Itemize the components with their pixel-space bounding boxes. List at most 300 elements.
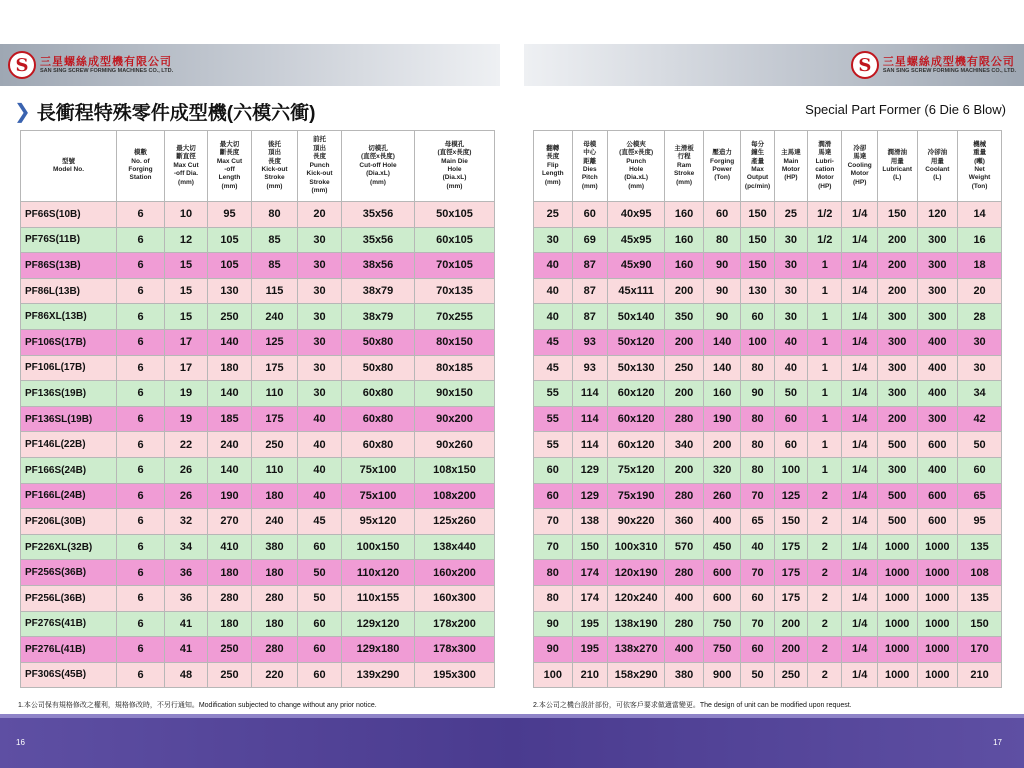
header-line: Coolant: [925, 166, 950, 173]
header-line: Motor: [781, 166, 800, 173]
left-cell: 125: [252, 329, 298, 355]
left-cell: 15: [165, 253, 208, 279]
left-cell: 35x56: [342, 202, 415, 228]
right-cell: 125: [774, 483, 807, 509]
right-cell: 1/4: [842, 611, 877, 637]
left-cell: 410: [208, 534, 252, 560]
left-cell: 10: [165, 202, 208, 228]
right-cell: 400: [917, 381, 958, 407]
right-cell: 1/4: [842, 560, 877, 586]
right-cell: 140: [703, 355, 741, 381]
right-cell: 2: [808, 585, 842, 611]
left-cell: 35x56: [342, 227, 415, 253]
left-header-0: [21, 131, 117, 202]
right-cell: 1000: [877, 611, 917, 637]
left-cell: PF106L(17B): [21, 355, 117, 381]
left-cell: 70x135: [415, 278, 495, 304]
header-line: 潤滑: [818, 140, 832, 148]
left-cell: 250: [252, 432, 298, 458]
right-cell: 2: [808, 611, 842, 637]
left-cell: PF106S(17B): [21, 329, 117, 355]
left-cell: 26: [165, 457, 208, 483]
right-cell: 1/4: [842, 227, 877, 253]
header-line: Hole: [447, 166, 462, 173]
left-cell: 22: [165, 432, 208, 458]
right-cell: 1000: [917, 560, 958, 586]
header-line: (mm): [370, 178, 386, 186]
left-cell: PF256S(36B): [21, 560, 117, 586]
left-header-2: [165, 131, 208, 202]
table-row: [534, 304, 1002, 330]
right-cell: 100x310: [608, 534, 665, 560]
header-line: (mm): [446, 182, 463, 190]
right-cell: 400: [665, 637, 704, 663]
right-cell: 1000: [917, 611, 958, 637]
left-cell: 280: [252, 585, 298, 611]
left-cell: 60: [298, 637, 342, 663]
footnote-left: 1.本公司保有規格修改之權利，規格修改時，不另行通知。Modification subjected to change without any prior notice.: [18, 702, 377, 709]
right-header-2: [608, 131, 665, 202]
left-cell: 139x290: [342, 662, 415, 688]
header-line: (Ton): [971, 182, 988, 190]
left-cell: 12: [165, 227, 208, 253]
left-cell: 6: [117, 534, 165, 560]
header-line: 公模夾: [626, 140, 646, 148]
left-cell: 40: [298, 457, 342, 483]
left-cell: 60: [298, 534, 342, 560]
right-cell: 160: [703, 381, 741, 407]
table-row: [534, 662, 1002, 688]
header-line: (Dia.xL): [624, 174, 649, 182]
header-line: (HP): [853, 178, 867, 186]
right-cell: 135: [958, 534, 1002, 560]
left-cell: 6: [117, 329, 165, 355]
right-cell: 500: [877, 509, 917, 535]
header-line: Lubricant: [882, 166, 913, 173]
right-cell: 60: [534, 483, 573, 509]
table-row: [534, 534, 1002, 560]
header-line: Pitch: [581, 174, 598, 182]
right-cell: 14: [958, 202, 1002, 228]
right-cell: 1/4: [842, 329, 877, 355]
right-cell: 600: [917, 432, 958, 458]
right-cell: 750: [703, 637, 741, 663]
right-header-0: [534, 131, 573, 202]
right-cell: 87: [572, 304, 607, 330]
right-cell: 114: [572, 432, 607, 458]
header-line: Motor: [815, 174, 834, 182]
left-cell: 180: [252, 611, 298, 637]
header-line: Forging: [710, 157, 735, 165]
right-cell: 60: [774, 432, 807, 458]
left-cell: 129x180: [342, 637, 415, 663]
left-cell: 6: [117, 662, 165, 688]
left-cell: 40: [298, 483, 342, 509]
header-line: (mm): [266, 182, 283, 190]
right-cell: 300: [917, 278, 958, 304]
header-line: Stroke: [309, 178, 330, 186]
table-row: [21, 662, 495, 688]
right-cell: 25: [534, 202, 573, 228]
right-cell: 120: [917, 202, 958, 228]
right-cell: 1000: [877, 637, 917, 663]
right-cell: 55: [534, 381, 573, 407]
left-cell: 45: [298, 509, 342, 535]
left-cell: 19: [165, 381, 208, 407]
right-cell: 600: [703, 560, 741, 586]
right-cell: 1/2: [808, 202, 842, 228]
right-cell: 1/4: [842, 355, 877, 381]
left-cell: PF146L(22B): [21, 432, 117, 458]
left-cell: PF136S(19B): [21, 381, 117, 407]
left-cell: 36: [165, 560, 208, 586]
right-cell: 75x190: [608, 483, 665, 509]
left-cell: 240: [208, 432, 252, 458]
right-cell: 93: [572, 329, 607, 355]
right-cell: 500: [877, 483, 917, 509]
company-name-en: SAN SING SCREW FORMING MACHINES CO., LTD.: [882, 68, 1016, 75]
left-cell: 80x185: [415, 355, 495, 381]
header-line: Dies: [582, 166, 597, 173]
right-cell: 30: [958, 329, 1002, 355]
right-cell: 1/4: [842, 202, 877, 228]
right-cell: 175: [774, 560, 807, 586]
right-cell: 200: [877, 406, 917, 432]
left-cell: PF76S(11B): [21, 227, 117, 253]
table-row: [21, 304, 495, 330]
header-line: 每分: [751, 140, 765, 148]
left-cell: 105: [208, 253, 252, 279]
right-cell: 135: [958, 585, 1002, 611]
right-cell: 340: [665, 432, 704, 458]
header-line: Cut-off Hole: [359, 161, 397, 169]
left-cell: 30: [298, 329, 342, 355]
left-cell: 75x100: [342, 457, 415, 483]
company-name-cn: 三星螺絲成型機有限公司: [882, 55, 1015, 68]
right-cell: 150: [958, 611, 1002, 637]
header-line: Punch: [309, 161, 330, 169]
right-cell: 1000: [917, 534, 958, 560]
header-line: 最大切: [219, 140, 240, 148]
header-banner-right: [524, 44, 1024, 86]
right-cell: 174: [572, 585, 607, 611]
left-cell: 178x300: [415, 637, 495, 663]
right-cell: 80: [741, 432, 774, 458]
right-cell: 150: [774, 509, 807, 535]
right-cell: 65: [741, 509, 774, 535]
table-row: [21, 253, 495, 279]
left-cell: 38x79: [342, 278, 415, 304]
right-cell: 400: [917, 329, 958, 355]
header-line: 潤滑油: [887, 149, 907, 157]
left-cell: 250: [208, 304, 252, 330]
table-row: [21, 534, 495, 560]
right-cell: 1000: [877, 585, 917, 611]
right-cell: 30: [774, 227, 807, 253]
right-cell: 25: [774, 202, 807, 228]
right-cell: 80: [534, 560, 573, 586]
left-cell: 90x150: [415, 381, 495, 407]
left-header-5: [298, 131, 342, 202]
header-line: (HP): [784, 174, 798, 182]
right-cell: 60: [703, 202, 741, 228]
left-cell: 30: [298, 253, 342, 279]
right-cell: 174: [572, 560, 607, 586]
header-line: 壓造力: [712, 149, 732, 157]
right-cell: 100: [774, 457, 807, 483]
right-cell: 108: [958, 560, 1002, 586]
header-line: (直徑x長度): [437, 149, 472, 157]
right-cell: 50x140: [608, 304, 665, 330]
right-cell: 80: [741, 457, 774, 483]
left-cell: 70x105: [415, 253, 495, 279]
header-line: Max Cut: [216, 157, 243, 165]
left-cell: 41: [165, 637, 208, 663]
header-line: 長度: [313, 153, 326, 161]
right-cell: 30: [774, 253, 807, 279]
right-cell: 1/4: [842, 278, 877, 304]
logo-s-icon: S: [8, 51, 36, 79]
right-cell: 1/4: [842, 253, 877, 279]
left-cell: 6: [117, 611, 165, 637]
header-line: Output: [746, 174, 769, 182]
right-cell: 300: [917, 227, 958, 253]
left-cell: 6: [117, 509, 165, 535]
left-cell: 175: [252, 406, 298, 432]
left-cell: 380: [252, 534, 298, 560]
header-line: 中心: [583, 149, 597, 157]
header-line: 最大切: [176, 144, 196, 152]
left-cell: 110x120: [342, 560, 415, 586]
table-row: [534, 637, 1002, 663]
right-cell: 60: [741, 304, 774, 330]
header-line: Motor: [850, 170, 869, 178]
table-row: [534, 611, 1002, 637]
footnote-right: 2.本公司之機台設計部份，可依客戶要求做適當變更。The design of unit can be modified upon request.: [533, 702, 852, 709]
right-cell: 190: [703, 406, 741, 432]
left-cell: 34: [165, 534, 208, 560]
right-cell: 600: [703, 585, 741, 611]
header-line: (L): [933, 174, 942, 182]
left-cell: 6: [117, 227, 165, 253]
right-cell: 900: [703, 662, 741, 688]
right-cell: 360: [665, 509, 704, 535]
right-cell: 40: [534, 253, 573, 279]
header-line: (mm): [178, 178, 194, 186]
header-line: 馬達: [853, 153, 867, 161]
left-cell: 240: [252, 304, 298, 330]
left-cell: 85: [252, 227, 298, 253]
table-row: [534, 329, 1002, 355]
left-cell: PF226XL(32B): [21, 534, 117, 560]
left-cell: 125x260: [415, 509, 495, 535]
right-cell: 90x220: [608, 509, 665, 535]
right-cell: 100: [741, 329, 774, 355]
table-row: [534, 560, 1002, 586]
right-cell: 200: [665, 457, 704, 483]
header-line: (直徑x長度): [361, 153, 395, 161]
header-line: Kick-out: [306, 170, 333, 178]
table-row: [21, 355, 495, 381]
title-cn-text: 長衝程特殊零件成型機(六模六衝): [36, 103, 316, 124]
left-cell: 180: [208, 611, 252, 637]
header-line: Length: [541, 170, 564, 178]
left-cell: 75x100: [342, 483, 415, 509]
right-cell: 195: [572, 637, 607, 663]
right-cell: 70: [741, 483, 774, 509]
right-cell: 60x120: [608, 432, 665, 458]
left-header-6: [342, 131, 415, 202]
header-line: (mm): [581, 182, 598, 190]
right-cell: 320: [703, 457, 741, 483]
right-cell: 90: [534, 611, 573, 637]
header-line: (直徑x長度): [619, 149, 654, 157]
left-cell: PF86L(13B): [21, 278, 117, 304]
header-line: Hole: [629, 166, 644, 173]
left-cell: 50x80: [342, 355, 415, 381]
left-cell: PF86XL(13B): [21, 304, 117, 330]
right-cell: 250: [774, 662, 807, 688]
left-cell: 6: [117, 253, 165, 279]
header-line: (mm): [311, 187, 328, 195]
right-cell: 170: [958, 637, 1002, 663]
table-row: [534, 253, 1002, 279]
left-cell: 20: [298, 202, 342, 228]
left-cell: 17: [165, 329, 208, 355]
left-cell: 6: [117, 278, 165, 304]
header-line: 馬達: [818, 149, 832, 157]
right-cell: 120x190: [608, 560, 665, 586]
header-line: 主馬達: [781, 149, 801, 157]
table-row: [534, 432, 1002, 458]
left-cell: 195x300: [415, 662, 495, 688]
left-cell: 80: [252, 202, 298, 228]
right-cell: 1: [808, 278, 842, 304]
right-cell: 45x95: [608, 227, 665, 253]
left-cell: 105: [208, 227, 252, 253]
table-row: [21, 227, 495, 253]
right-cell: 450: [703, 534, 741, 560]
header-line: 翻轉: [546, 144, 560, 152]
page-number-left: 16: [16, 738, 25, 747]
left-cell: 60: [298, 611, 342, 637]
table-row: [534, 457, 1002, 483]
header-line: 後托: [268, 140, 281, 148]
header-line: 重量: [973, 149, 987, 157]
right-cell: 400: [665, 585, 704, 611]
header-line: Net: [974, 166, 985, 173]
left-cell: 60x80: [342, 406, 415, 432]
right-cell: 1: [808, 406, 842, 432]
right-cell: 30: [958, 355, 1002, 381]
right-cell: 1: [808, 329, 842, 355]
left-cell: 38x56: [342, 253, 415, 279]
table-row: [21, 406, 495, 432]
header-line: (mm): [221, 182, 238, 190]
right-cell: 600: [917, 509, 958, 535]
right-cell: 280: [665, 560, 704, 586]
left-cell: 180: [208, 560, 252, 586]
right-cell: 70: [741, 560, 774, 586]
right-cell: 1/4: [842, 432, 877, 458]
left-cell: 6: [117, 202, 165, 228]
header-line: 冷卻油: [927, 149, 948, 157]
left-cell: PF276S(41B): [21, 611, 117, 637]
left-cell: 130: [208, 278, 252, 304]
left-cell: PF136SL(19B): [21, 406, 117, 432]
right-cell: 45: [534, 355, 573, 381]
table-row: [21, 432, 495, 458]
right-cell: 60: [534, 457, 573, 483]
left-cell: 50x80: [342, 329, 415, 355]
right-cell: 2: [808, 560, 842, 586]
right-cell: 1/4: [842, 304, 877, 330]
right-cell: 90: [534, 637, 573, 663]
right-cell: 1: [808, 304, 842, 330]
right-header-9: [877, 131, 917, 202]
right-cell: 200: [703, 432, 741, 458]
company-name-cn: 三星螺絲成型機有限公司: [40, 55, 172, 68]
right-cell: 1/2: [808, 227, 842, 253]
left-cell: 280: [208, 585, 252, 611]
left-cell: 90x200: [415, 406, 495, 432]
header-line: Lubri-: [815, 157, 834, 165]
right-cell: 60: [774, 406, 807, 432]
right-cell: 1000: [917, 637, 958, 663]
header-line: 長度: [268, 157, 281, 165]
right-cell: 70: [534, 534, 573, 560]
right-cell: 1/4: [842, 406, 877, 432]
right-cell: 129: [572, 457, 607, 483]
company-logo-left: [8, 51, 173, 79]
table-row: [534, 509, 1002, 535]
header-line: (mm): [676, 178, 693, 186]
header-line: 母模: [583, 140, 597, 148]
left-cell: 140: [208, 457, 252, 483]
right-cell: 1/4: [842, 637, 877, 663]
left-cell: 110: [252, 381, 298, 407]
header-line: 斷直徑: [176, 153, 196, 161]
right-cell: 55: [534, 406, 573, 432]
right-cell: 160: [665, 253, 704, 279]
left-cell: 15: [165, 278, 208, 304]
right-cell: 300: [877, 329, 917, 355]
right-cell: 55: [534, 432, 573, 458]
left-cell: 6: [117, 432, 165, 458]
page-footer: [0, 714, 1024, 768]
left-cell: 115: [252, 278, 298, 304]
header-line: Punch: [626, 157, 647, 165]
left-cell: 108x200: [415, 483, 495, 509]
left-cell: 32: [165, 509, 208, 535]
header-line: (Dia.xL): [366, 170, 390, 178]
left-cell: 60: [298, 662, 342, 688]
left-header-7: [415, 131, 495, 202]
right-cell: 210: [958, 662, 1002, 688]
right-cell: 138: [572, 509, 607, 535]
left-cell: 140: [208, 381, 252, 407]
left-header-4: [252, 131, 298, 202]
header-line: Max Cut: [173, 161, 199, 169]
left-cell: 30: [298, 304, 342, 330]
chevron-right-icon: ❯: [14, 101, 31, 123]
table-row: [21, 202, 495, 228]
table-row: [21, 457, 495, 483]
page-title-cn: [14, 98, 315, 125]
right-cell: 138x270: [608, 637, 665, 663]
right-cell: 2: [808, 509, 842, 535]
left-cell: 180: [208, 355, 252, 381]
